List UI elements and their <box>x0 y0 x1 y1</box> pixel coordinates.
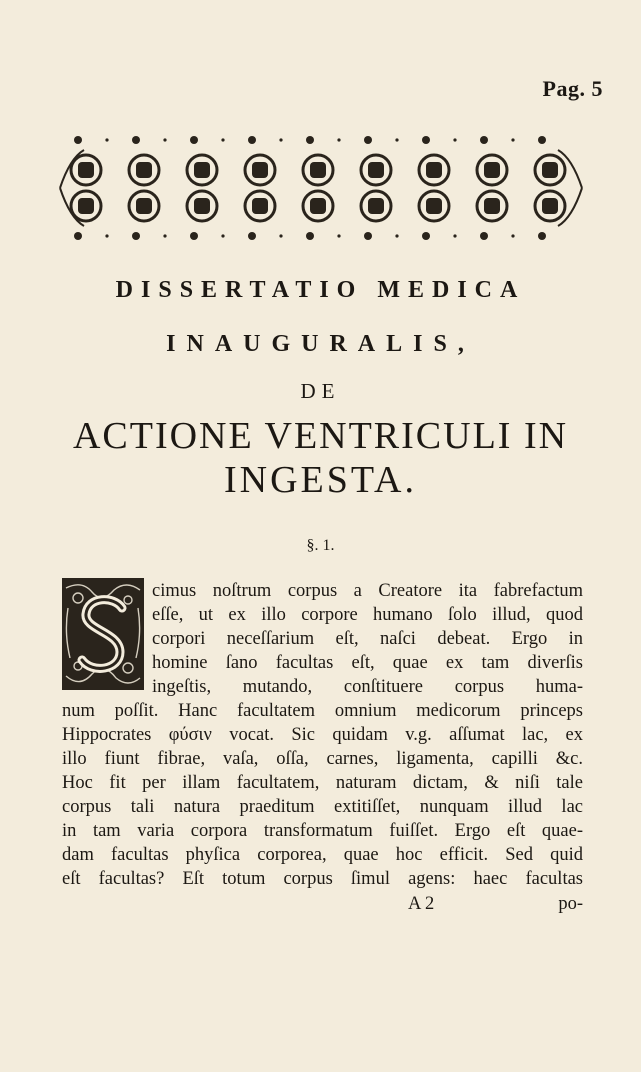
body-line: corpus tali natura praeditum extitiſſet, nunquam illud lac <box>62 797 583 817</box>
body-line: Hoc fit per illam facultatem, naturam dictam, & niſi tale <box>62 773 583 793</box>
body-line: ingeſtis, mutando, conſtituere corpus huma- <box>152 677 583 697</box>
title-line-2: INGESTA. <box>224 459 417 501</box>
body-line: eſſe, ut ex illo corpore humano ſolo illud, quod <box>152 605 583 625</box>
headpiece-ornament <box>58 128 586 248</box>
page-number: Pag. 5 <box>542 76 603 101</box>
heading-de: DE <box>300 379 341 403</box>
catchword: po- <box>558 894 583 914</box>
body-line: cimus noſtrum corpus a Creatore ita fabrefactum <box>152 581 583 601</box>
body-line: Hippocrates φύσιν vocat. Sic quidam v.g. aſſumat lac, ex <box>62 725 583 745</box>
body-line: homine ſano facultas eſt, quae ex tam diverſis <box>152 653 583 673</box>
title-line-1: ACTIONE VENTRICULI IN <box>72 415 569 457</box>
body-line: corpori neceſſarium eſt, naſci debeat. Ergo in <box>152 629 583 649</box>
body-line: in tam varia corpora transformatum fuiſſet. Ergo eſt quae- <box>62 821 583 841</box>
heading-inauguralis: INAUGURALIS, <box>166 331 475 357</box>
heading-dissertatio: DISSERTATIO MEDICA <box>115 277 526 303</box>
signature-mark: A 2 <box>408 894 435 914</box>
body-line: illo fiunt fibrae, vaſa, oſſa, carnes, ligamenta, capilli &c. <box>62 749 583 769</box>
body-line: num poſſit. Hanc facultatem omnium medicorum princeps <box>62 701 583 721</box>
body-line: dam facultas phyſica corporea, quae hoc efficit. Sed quid <box>62 845 583 865</box>
body-line: eſt facultas? Eſt totum corpus ſimul agens: haec facultas <box>62 869 583 889</box>
section-mark: §. 1. <box>306 537 335 554</box>
decorated-initial <box>62 578 144 690</box>
